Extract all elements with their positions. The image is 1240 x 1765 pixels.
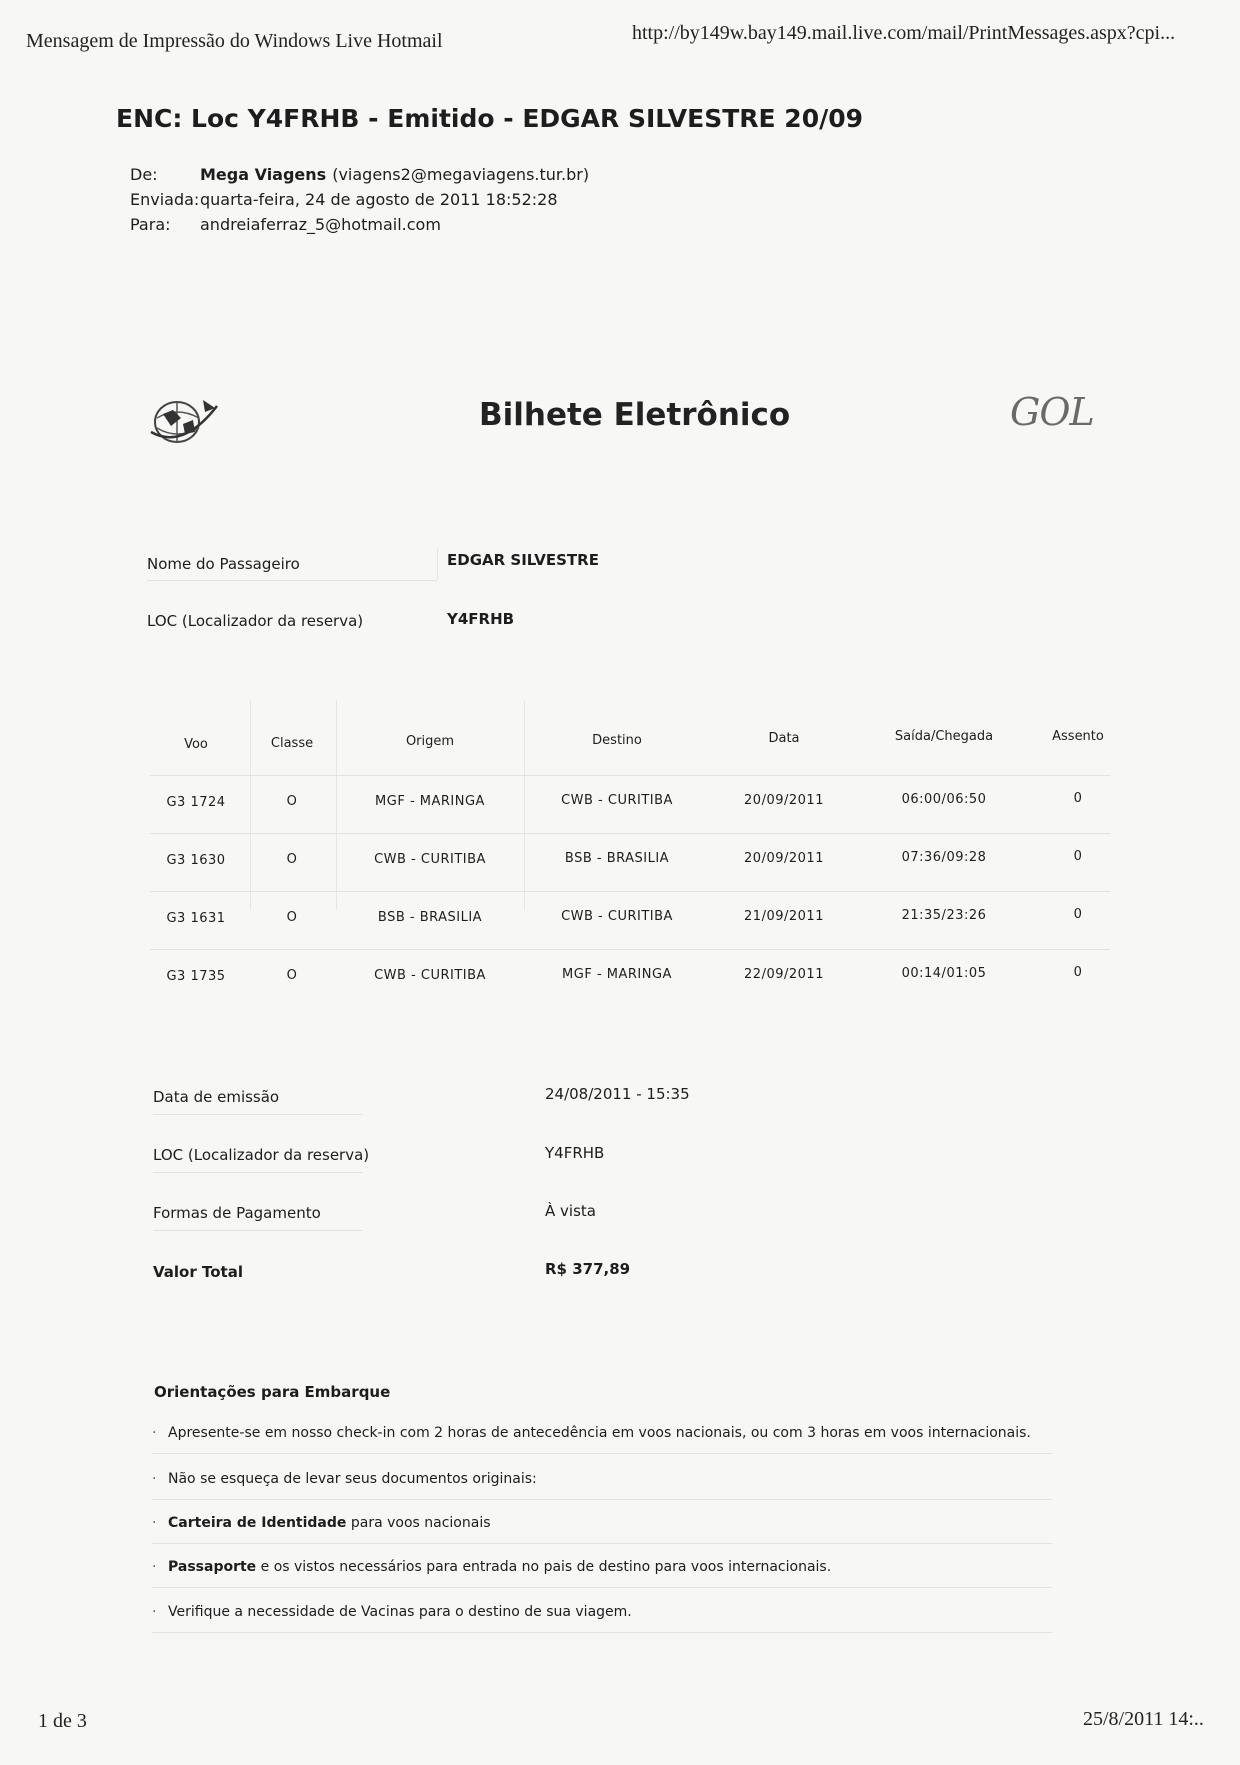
orientation-item-text: Não se esqueça de levar seus documentos originais: — [168, 1471, 537, 1487]
summary-loc-value: Y4FRHB — [545, 1144, 605, 1162]
from-row — [130, 162, 589, 187]
agency-logo — [143, 388, 223, 454]
email-subject: ENC: Loc Y4FRHB - Emitido - EDGAR SILVESTRE 20/09 — [116, 104, 864, 133]
payment-value: À vista — [545, 1202, 596, 1220]
cell-class: O — [286, 968, 298, 984]
print-datetime: 25/8/2011 14:.. — [1083, 1708, 1204, 1730]
cell-seat: 0 — [1073, 791, 1083, 807]
passenger-label: Nome do Passageiro — [147, 555, 300, 573]
table-header-destino: Destino — [592, 733, 642, 748]
print-header-url: http://by149w.bay149.mail.live.com/mail/PrintMessages.aspx?cpi... — [632, 22, 1176, 44]
cell-departure-arrival: 00:14/01:05 — [901, 966, 987, 981]
ticket-title: Bilhete Eletrônico — [479, 397, 791, 433]
print-header-title: Mensagem de Impressão do Windows Live Hotmail — [26, 30, 443, 52]
from-name: Mega Viagens — [200, 165, 327, 184]
cell-date: 21/09/2011 — [744, 908, 824, 924]
table-header-assento: Assento — [1052, 729, 1104, 744]
cell-seat: 0 — [1073, 965, 1083, 981]
cell-flight-number: G3 1631 — [166, 911, 226, 926]
cell-destination: CWB - CURITIBA — [561, 793, 673, 809]
globe-logo-icon — [143, 388, 223, 454]
cell-origin: BSB - BRASILIA — [377, 909, 483, 925]
cell-origin: MGF - MARINGA — [375, 793, 485, 809]
orientation-item-text: Verifique a necessidade de Vacinas para o destino de sua viagem. — [168, 1604, 632, 1620]
cell-origin: CWB - CURITIBA — [374, 967, 486, 983]
from-label: De: — [130, 165, 158, 184]
cell-date: 20/09/2011 — [744, 850, 824, 866]
cell-departure-arrival: 21:35/23:26 — [901, 908, 987, 923]
cell-destination: CWB - CURITIBA — [561, 909, 673, 925]
orientation-item-text: e os vistos necessários para entrada no pais de destino para voos internacionais. — [256, 1559, 832, 1575]
cell-class: O — [286, 794, 298, 810]
to-row — [130, 212, 589, 237]
orientation-item: · Passaporte e os vistos necessários para entrada no pais de destino para voos internacionais. — [152, 1559, 832, 1575]
cell-date: 22/09/2011 — [744, 966, 824, 982]
total-value: R$ 377,89 — [545, 1260, 631, 1278]
orientation-item: · Não se esqueça de levar seus documentos originais: — [152, 1471, 537, 1487]
sent-label: Enviada: — [130, 190, 200, 209]
cell-departure-arrival: 07:36/09:28 — [901, 850, 987, 865]
table-header-voo: Voo — [184, 737, 208, 752]
cell-departure-arrival: 06:00/06:50 — [901, 792, 987, 807]
table-header-classe: Classe — [270, 736, 314, 751]
cell-date: 20/09/2011 — [744, 792, 824, 808]
orientation-heading: Orientações para Embarque — [154, 1383, 391, 1401]
sent-value: quarta-feira, 24 de agosto de 2011 18:52:28 — [200, 190, 558, 209]
cell-origin: CWB - CURITIBA — [374, 851, 486, 867]
cell-flight-number: G3 1724 — [166, 795, 226, 810]
orientation-item: · Carteira de Identidade para voos nacionais — [152, 1515, 491, 1531]
total-label: Valor Total — [153, 1263, 243, 1281]
orientation-item: · Apresente-se em nosso check-in com 2 horas de antecedência em voos nacionais, ou com 3 horas em voos internacionais. — [152, 1425, 1031, 1441]
summary-loc-label: LOC (Localizador da reserva) — [153, 1146, 370, 1164]
email-meta — [130, 162, 589, 237]
cell-destination: MGF - MARINGA — [562, 967, 672, 983]
orientation-item-bold: Passaporte — [168, 1559, 257, 1575]
issue-date-value: 24/08/2011 - 15:35 — [545, 1085, 690, 1103]
to-value: andreiaferraz_5@hotmail.com — [200, 215, 441, 234]
cell-flight-number: G3 1630 — [166, 853, 226, 868]
issue-date-label: Data de emissão — [153, 1088, 280, 1106]
cell-seat: 0 — [1073, 849, 1083, 865]
to-label: Para: — [130, 215, 171, 234]
cell-seat: 0 — [1073, 907, 1083, 923]
table-header-saida-chegada: Saída/Chegada — [894, 729, 994, 744]
page-number: 1 de 3 — [38, 1710, 87, 1732]
table-header-data: Data — [768, 731, 800, 746]
orientation-item-bold: Carteira de Identidade — [168, 1515, 347, 1531]
cell-class: O — [286, 910, 298, 926]
loc-value: Y4FRHB — [447, 610, 515, 628]
orientation-item: · Verifique a necessidade de Vacinas para o destino de sua viagem. — [152, 1604, 632, 1620]
loc-label: LOC (Localizador da reserva) — [147, 612, 364, 630]
cell-class: O — [286, 852, 298, 868]
airline-handwritten-mark: GOL — [1010, 390, 1094, 434]
from-email: (viagens2@megaviagens.tur.br) — [332, 165, 590, 184]
table-header-origem: Origem — [405, 734, 455, 749]
cell-destination: BSB - BRASILIA — [564, 851, 670, 867]
orientation-item-text: para voos nacionais — [346, 1515, 491, 1531]
orientation-item-text: Apresente-se em nosso check-in com 2 horas de antecedência em voos nacionais, ou com 3 horas em voos internacionais. — [168, 1425, 1031, 1441]
passenger-value: EDGAR SILVESTRE — [447, 551, 599, 569]
payment-label: Formas de Pagamento — [153, 1204, 321, 1222]
cell-flight-number: G3 1735 — [166, 969, 226, 984]
sent-row — [130, 187, 589, 212]
